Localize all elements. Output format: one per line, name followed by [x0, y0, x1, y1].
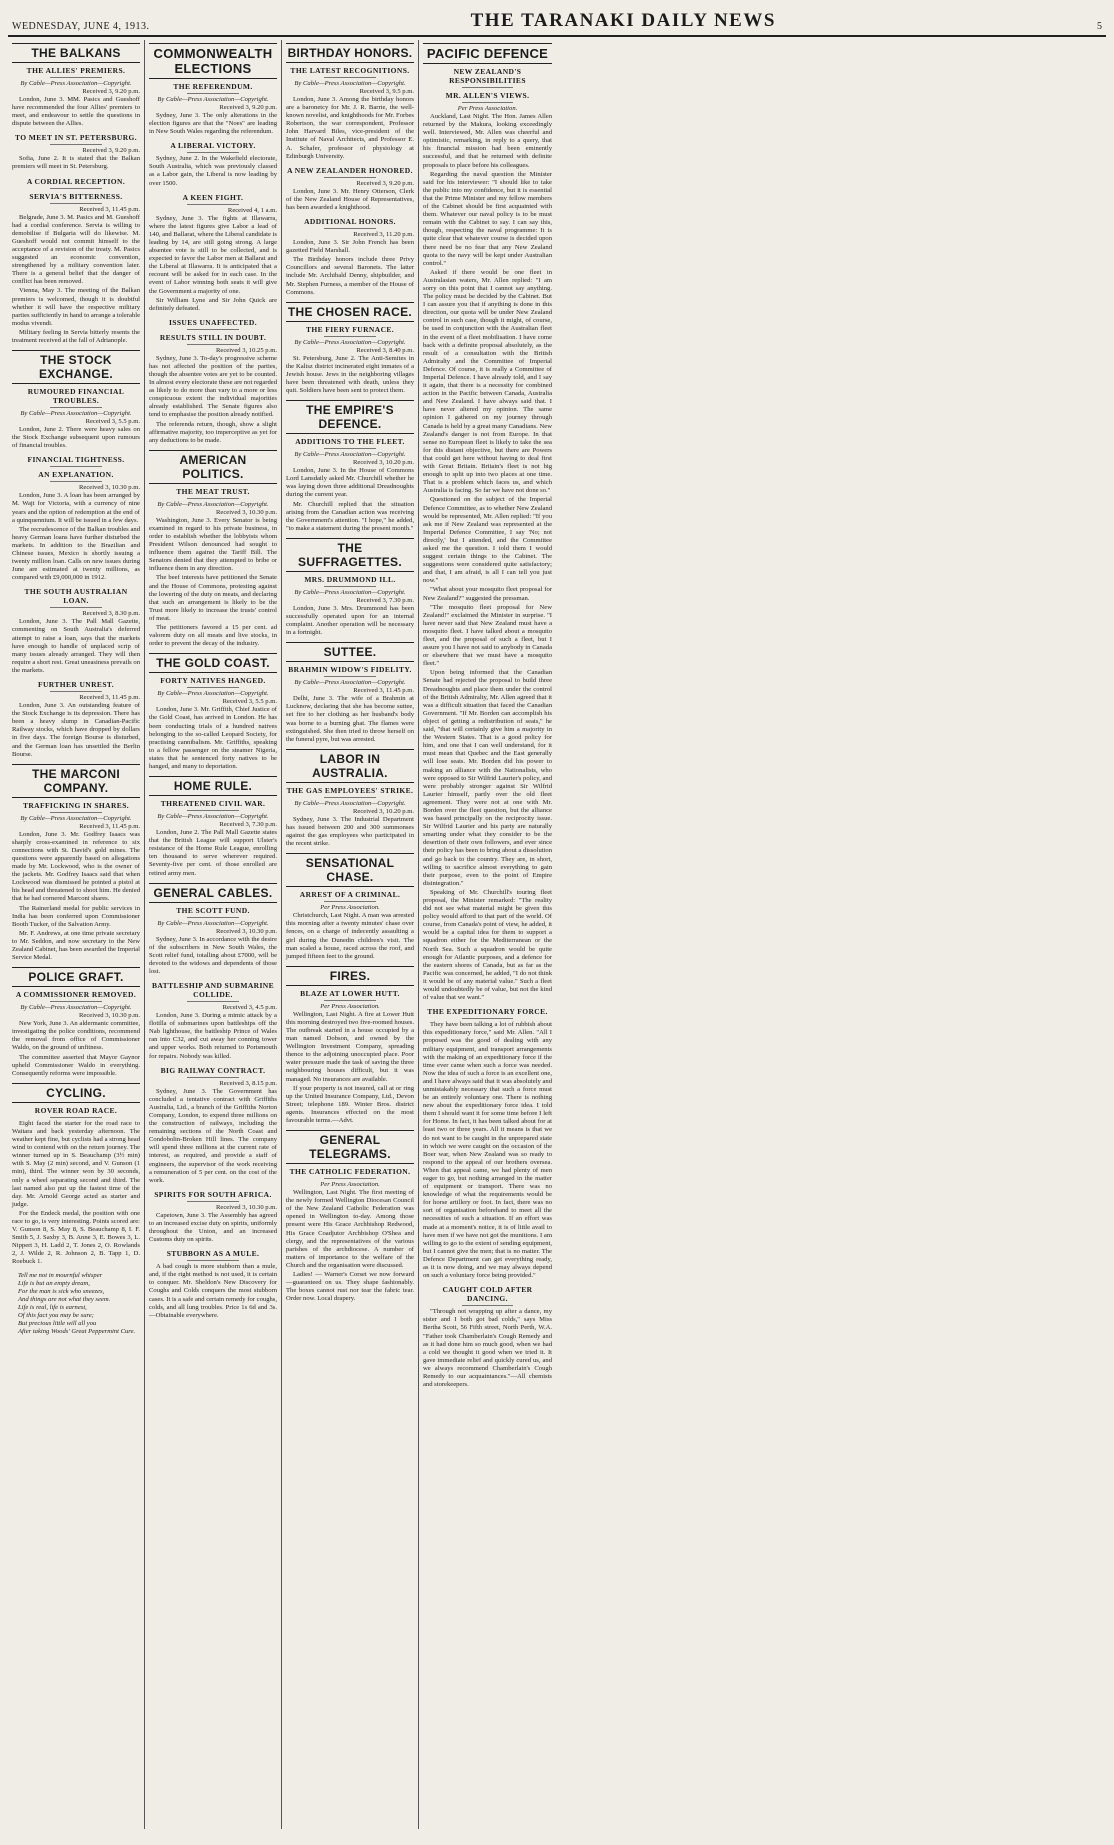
article	[286, 43, 414, 161]
headline-divider	[187, 917, 238, 918]
dateline: Received 3, 5.5 p.m.	[85, 418, 140, 426]
article	[286, 302, 414, 395]
section-heading: PACIFIC DEFENCE	[423, 43, 552, 64]
dateline: Received 3, 10.25 p.m.	[216, 346, 277, 354]
paragraph: London, June 3. Mrs. Drummond has been successfully operated upon for an internal complaint. Another operation will be necessary in a fortnight.	[286, 604, 414, 637]
byline: Per Press Association.	[320, 1002, 380, 1010]
section-heading: THE EMPIRE'S DEFENCE.	[286, 400, 414, 434]
paragraph: Delhi, June 3. The wife of a Brahmin at Lucknow, declaring that she has become suttee, set fire to her clothing as her husband's body was borne to a burning ghat. The flames were extinguished. She then tried to throw herself on the funeral pyre, but was arrested.	[286, 695, 414, 743]
article-headline: THE LATEST RECOGNITIONS.	[290, 66, 410, 75]
article-headline: CAUGHT COLD AFTER DANCING.	[442, 1285, 533, 1304]
article	[12, 133, 140, 171]
byline: By Cable—Press Association—Copyright.	[157, 919, 269, 927]
poem	[12, 1272, 140, 1337]
dateline: Received 3, 10.30 p.m.	[216, 508, 277, 516]
byline: By Cable—Press Association—Copyright.	[157, 500, 269, 508]
headline-divider	[324, 177, 375, 178]
poem-line: Life is but an empty dream,	[18, 1279, 90, 1287]
paragraph: They have been talking a lot of rubbish about this expeditionary force," said Mr. Allen. "All I proposed was the good of dealing with any military equipment, and transport arrangements with the making of an expeditionary force if the time ever came when such a force was needed. Now the idea of such a force is an excellent one, and I have always said that it was absolutely and unmistakably necessary that such a force must be an entirely voluntary one. There is nothing new about the expeditionary force idea. I told them I should want it for some time before I left for Home. In fact, it has been talked about for at least two or three years. All it means is that we do not want to be caught in the unprepared state in which we were caught on the occasion of the Boer war, when New Zealand was so ready to respond to the appeal of our brothers oversea. When that appeal came, we had plenty of men eager to go, but nothing arranged in the matter of equipment or transport. There was no knowledge of what the requirements would be for horse artillery or foot. In fact, there was no sort of organisation beforehand to meet all the necessities of such a situation. If an effort was made at a moment's notice, it is of little avail to have men if we have not got the munitions. I am willing to go to the extent of sending equipment, but I cannot give the men; that is no matter. The Defence Department can get everything ready, as it is now doing, and we may always depend on such a voluntary force being provided."	[423, 1021, 552, 1280]
byline: By Cable—Press Association—Copyright.	[20, 410, 132, 418]
poem-line: But precious little will all you	[18, 1320, 97, 1328]
dateline: Received 3, 10.20 p.m.	[353, 807, 414, 815]
dateline: Received 3, 8.15 p.m.	[219, 1079, 277, 1087]
article	[286, 642, 414, 744]
section-heading: LABOR IN AUSTRALIA.	[286, 749, 414, 783]
section-heading: THE BALKANS	[12, 43, 140, 63]
headline-divider	[50, 1001, 101, 1002]
columns-container	[8, 40, 1106, 1829]
article	[286, 538, 414, 637]
headline-divider	[324, 228, 375, 229]
section-heading: SUTTEE.	[286, 642, 414, 662]
byline: By Cable—Press Association—Copyright.	[20, 1004, 132, 1012]
article-headline: SPIRITS FOR SOUTH AFRICA.	[154, 1189, 272, 1199]
paragraph: A bad cough is more stubborn than a mule, and, if the right method is not used, it is certain to conquer. Mr. Sheldon's New Discovery for Coughs and Colds conquers the most stubborn cases. It is a safe and certain remedy for coughs, colds, and all lung troubles. Price 1s 6d and 3s.—Obtainable everywhere.	[149, 1263, 277, 1319]
column-1	[8, 40, 145, 1829]
newspaper-page	[8, 8, 1106, 1829]
dateline: Received 3, 11.45 p.m.	[79, 694, 140, 702]
byline: Per Press Association.	[457, 105, 518, 112]
paragraph: Sydney, June 3. In accordance with the desire of the subscribers in New South Wales, the Scott relief fund, totalling about £7000, will be devoted to the widows and dependents of those lost.	[149, 935, 277, 975]
article	[149, 776, 277, 878]
dateline: Received 3, 8.40 p.m.	[356, 346, 414, 354]
paragraph: The beef interests have petitioned the Senate and the House of Commons, protesting against the lowering of the duty on meats, and declaring that such an arrangement is likely to be the Trust more likely to increase the trusts' control of meat.	[149, 574, 277, 622]
dateline: Received 3, 11.45 p.m.	[79, 822, 140, 830]
byline: By Cable—Press Association—Copyright.	[294, 80, 406, 87]
article-headline: THE ALLIES' PREMIERS.	[26, 66, 126, 75]
masthead	[8, 8, 1106, 37]
dateline: Received 3, 9.5 p.m.	[359, 88, 414, 95]
article-headline: THE EXPEDITIONARY FORCE.	[427, 1007, 548, 1017]
dateline: Received 3, 11.45 p.m.	[353, 687, 414, 695]
byline: By Cable—Press Association—Copyright.	[294, 588, 406, 596]
article-headline: THREATENED CIVIL WAR.	[160, 799, 266, 809]
headline-divider	[187, 1077, 238, 1078]
headline-divider	[50, 203, 101, 204]
article-headline: FINANCIAL TIGHTNESS.	[27, 455, 125, 465]
dateline: Received 3, 5.5 p.m.	[222, 698, 277, 706]
article	[12, 350, 140, 450]
paragraph: London, June 3. An outstanding feature of the Stock Exchange is its depression. There has been a heavy slump in Canadian-Pacific Railway stocks, which have dropped by dollars in five days. The foreign Bourse is disturbed, and the German loan has unsettled the Berlin Bourse.	[12, 702, 140, 758]
paragraph: London, June 3. Sir John French has been gazetted Field Marshall.	[286, 239, 414, 255]
article-headline: THE SCOTT FUND.	[176, 905, 250, 915]
article	[12, 1083, 140, 1267]
dateline: Received 3, 9.20 p.m.	[82, 147, 140, 155]
paragraph: Sydney, June 3. To-day's progressive scheme has not affected the position of the parties, though the absentee votes are yet to be counted. In almost every electorate these are not regarded as likely to do more than vary to a more or less conspicuous extent the individual majorities already established. The Senate figures also tend to emphasise the position already notified.	[149, 354, 277, 419]
article-headline: ADDITIONS TO THE FLEET.	[295, 437, 405, 447]
headline-divider	[187, 344, 238, 345]
article	[286, 400, 414, 533]
article-headline: RUMOURED FINANCIAL TROUBLES.	[27, 387, 125, 406]
section-heading: GENERAL CABLES.	[149, 883, 277, 903]
article-headline: STUBBORN AS A MULE.	[166, 1249, 260, 1259]
paragraph: Vienna, May 3. The meeting of the Balkan premiers is welcomed, though it is doubtful whether it will have the respective military parties sufficiently in hand to arrange a tolerable modus vivendi.	[12, 287, 140, 327]
article-headline: TO MEET IN ST. PETERSBURG.	[14, 133, 138, 143]
article-subheadline: RESULTS STILL IN DOUBT.	[159, 332, 267, 342]
paragraph: Wellington, Last Night. The first meeting of the newly formed Wellington Diocesan Council of the New Zealand Catholic Federation was opened in Wellington to-day. Among those present were His Grace Archbishop Redwood, His Grace Coadjutor Archbishop O'Shea and clergy, and the representatives of the various parishes of the archdiocese. A number of matters of importance to the welfare of the Church and the organisation were discussed.	[286, 1189, 414, 1269]
byline: Per Press Association.	[320, 904, 380, 912]
paragraph: Sydney, June 3. The only alterations in the election figures are that the "Noes" are leading in New South Wales regarding the referendum.	[149, 112, 277, 136]
paragraph: Eight faced the starter for the road race to Waitara and back yesterday afternoon. The weather kept fine, but cyclists had a strong head wind to contend with on the return journey. The winner turned up in S. Beauchamp (3½ min) with S. May (2 min) second, and V. Gunson (1 min), third. The winner won by 30 seconds, only a wheel separating second and third. The last named also put up the fastest time of the day. Mr. Arnold George acted as starter and judge.	[12, 1119, 140, 1208]
byline: By Cable—Press Association—Copyright.	[294, 799, 406, 807]
article	[286, 966, 414, 1125]
paragraph: London, June 3. MM. Pasics and Gueshoff have recommended the four Allies' premiers to meet, and endeavour to settle the questions in dispute between the Allies.	[12, 96, 140, 128]
paragraph: Capetown, June 3. The Assembly has agreed to an increased excise duty on spirits, uniformly throughout the Union, and an increased Customs duty on spirits.	[149, 1211, 277, 1244]
article-headline: MRS. DRUMMOND ILL.	[304, 574, 396, 584]
paragraph: London, June 2. The Pall Mall Gazette states that the British League will support Ulster's resistance of the Home Rule League, enrolling ten thousand to serve wherever required. Seventy-five per cent. of those enrolled are retired army men.	[149, 829, 277, 877]
headline-divider	[187, 204, 238, 205]
article	[286, 166, 414, 212]
article-headline: A KEEN FIGHT.	[182, 192, 244, 202]
byline: By Cable—Press Association—Copyright.	[157, 96, 269, 103]
article-headline: NEW ZEALAND'S RESPONSIBILITIES	[449, 67, 526, 85]
article-headline: THE SOUTH AUSTRALIAN LOAN.	[24, 587, 128, 606]
article-headline: THE GAS EMPLOYEES' STRIKE.	[286, 785, 414, 795]
headline-divider	[187, 1201, 238, 1202]
paragraph: Speaking of Mr. Churchill's touring fleet proposal, the Minister remarked: "The reality did not see what material might be given this policy would afford to that part of the world. Of course, from Canada's point of view, he added, it would be a capital idea for them to support a squadron either for the Mediterranean or the North Sea. Such a squadron would be quite enough for Atlantic purposes, and a defence for the eastern shores of Canada, but as far as the Pacific was concerned, he added, "I do not think it would be of any material value." Such a fleet would undoubtedly be of value, but not the kind of value that we want."	[423, 888, 552, 1002]
article	[149, 450, 277, 649]
article	[149, 1190, 277, 1244]
article	[286, 217, 414, 297]
paragraph: "The mosquito fleet proposal for New Zealand!" exclaimed the Minister in surprise. "I have never said that New Zealand must have a mosquito fleet. I have talked about a mosquito fleet, and the proposal of such a fleet, but I assure you I have not said to anybody in Canada or elsewhere that we must have a mosquito fleet."	[423, 603, 552, 668]
byline: By Cable—Press Association—Copyright.	[157, 690, 269, 698]
dateline: Received 3, 7.30 p.m.	[356, 596, 414, 604]
paragraph: The committee asserted that Mayor Gaynor upheld Commissioner Waldo in everything. Consequently reforms were impossible.	[12, 1053, 140, 1077]
section-heading: AMERICAN POLITICS.	[149, 450, 277, 484]
headline-divider	[50, 607, 101, 608]
paragraph: Sydney, June 3. The fights at Illawarra, where the latest figures give Labor a lead of 140, and Ballarat, where the Liberal candidate is leading by 14, are still going strong. A large absentee vote is still to be collected, and is expected to favor the Labor men at Ballarat and the Liberal at Illawarra. It is anticipated that a recount will be asked for in each case. In the event of Labor winning both seats it will give the Government a majority of one.	[149, 214, 277, 295]
paragraph: London, June 3. In the House of Commons Lord Lansdaily asked Mr. Churchill whether he was laying down three additional Dreadnoughts during the current year.	[286, 467, 414, 499]
section-heading: GENERAL TELEGRAMS.	[286, 1130, 414, 1164]
paragraph: Belgrade, June 3. M. Pasics and M. Gueshoff had a cordial conference. Servia is willing to demobilise if Bulgaria will do likewise. M. Gueshoff would not commit himself to the acceptance of a revision of the treaty. M. Pasics suggested an economic convention, strengthened by a military convention later. There is a general belief that the danger of conflict has been removed.	[12, 213, 140, 286]
section-heading: CYCLING.	[12, 1083, 140, 1103]
section-heading: POLICE GRAFT.	[12, 967, 140, 987]
dateline: Received 3, 10.20 p.m.	[353, 459, 414, 467]
article	[149, 653, 277, 771]
paragraph: Sydney, June 3. The Government has concluded a tentative contract with Griffiths Australia, Ltd., a branch of the Griffiths Norton Company, London, to expend three millions on the construction of railways, including the remaining sections of the North Coast and Condobolin-Broken Hill lines. The company will spend three millions at the current rate of interest, as required, and provide a staff of engineers, the supervisor of the work receiving a remuneration of 5 per cent. on the cost of the work.	[149, 1087, 277, 1184]
poem-line: Life is real, life is earnest,	[18, 1303, 87, 1311]
section-heading: FIRES.	[286, 966, 414, 986]
headline-divider	[462, 1305, 514, 1306]
dateline: Received 3, 10.30 p.m.	[79, 1012, 140, 1020]
section-heading: THE SUFFRAGETTES.	[286, 538, 414, 572]
dateline: Received 3, 9.20 p.m.	[82, 88, 140, 95]
paragraph: London, June 3. Mr. Griffith, Chief Justice of the Gold Coast, has arrived in London. He has been conducting trials of a hundred natives belonging to the so-called Leopard Society, for practising cannibalism. Mr. Griffiths, speaking to a fellow passenger on the steamer Nigeria, states that he sentenced forty natives to be hanged, and many to deportation.	[149, 706, 277, 770]
article	[149, 43, 277, 136]
masthead-date: WEDNESDAY, JUNE 4, 1913.	[12, 21, 150, 32]
article-headline: BLAZE AT LOWER HUTT.	[300, 988, 400, 998]
article-headline: TRAFFICKING IN SHARES.	[22, 800, 130, 810]
byline: By Cable—Press Association—Copyright.	[294, 679, 406, 687]
headline-divider	[187, 93, 238, 94]
column-2	[145, 40, 282, 1829]
paragraph: Sydney, June 3. The Industrial Department has issued between 200 and 300 summonses against the gas employees who participated in the recent strike.	[286, 815, 414, 848]
headline-divider	[324, 448, 375, 449]
headline-divider	[324, 336, 375, 337]
article	[12, 455, 140, 582]
byline: By Cable—Press Association—Copyright.	[157, 813, 269, 821]
paragraph: New York, June 3. An aldermanic committee, investigating the police conditions, recommend the removal from office of Commissioner Waldo, on the ground of unfitness.	[12, 1020, 140, 1052]
article-headline: A COMMISSIONER REMOVED.	[15, 990, 137, 1000]
section-heading: THE STOCK EXCHANGE.	[12, 350, 140, 384]
article	[423, 43, 552, 1002]
article	[423, 1285, 552, 1389]
headline-divider	[187, 1260, 238, 1261]
headline-divider	[50, 77, 101, 78]
article	[12, 177, 140, 346]
paragraph: Wellington, Last Night. A fire at Lower Hutt this morning destroyed two five-roomed houses. The outbreak started in a house occupied by a man named Dobson, and owned by the Wellington Investment Company, spreading thence to the adjoining unoccupied place. Poor water pressure made the task of saving the three neighbouring houses difficult, but it was managed. No insurances are available.	[286, 1010, 414, 1083]
section-heading: COMMONWEALTH ELECTIONS	[149, 43, 277, 79]
paragraph: Mr. Churchill replied that the situation arising from the Canadian action was receiving the Government's attention. "I hope," he added, "to make a statement during the present month."	[286, 500, 414, 532]
article-subheadline: AN EXPLANATION.	[38, 470, 114, 480]
headline-divider	[462, 87, 514, 88]
article	[12, 43, 140, 128]
article-headline: THE CATHOLIC FEDERATION.	[289, 1167, 411, 1177]
poem-line: After taking Woods' Great Peppermint Cure.	[18, 1328, 136, 1336]
headline-divider	[50, 407, 101, 408]
article-headline: FORTY NATIVES HANGED.	[160, 676, 266, 686]
article-headline: BATTLESHIP AND SUBMARINE COLLIDE.	[152, 981, 274, 1000]
paragraph: "What about your mosquito fleet proposal for New Zealand?" suggested the pressman.	[423, 586, 552, 602]
dateline: Received 3, 7.30 p.m.	[219, 821, 277, 829]
article	[149, 1066, 277, 1185]
paragraph: Upon being informed that the Canadian Senate had rejected the proposal to build three Dreadnoughts and place them under the control of the British Admiralty, Mr. Allen agreed that it was a difficult situation that faced the Canadian Government. "If Mr. Borden can accomplish his object of getting a redistribution of seats," he said, "that will certainly give him a majority in the Western States. That is a good policy for him, and one that I can well understand, for it must mean that Quebec and the East generally will lose seats. Mr. Borden did his power to making an alliance with the Nationalists, who were opposed to Sir Wilfrid Laurier's policy, and were probably stronger against Sir Wilfrid Laurier himself, partly over the old fleet agreement. They were not at one with Mr. Borden over the fleet question, but the alliance was based principally on the reciprocity issue. Sir Wilfrid Laurier and his party are naturally smarting under what they consider to be the desertion of their own followers, and ever since their policy has been to bring about a dissolution and go back to the country. They are, in short, willing to sacrifice almost everything to gain their purpose, even to the point of Empire disintegration."	[423, 669, 552, 887]
article-headline: A CORDIAL RECEPTION.	[26, 176, 126, 186]
dateline: Received 3, 4.5 p.m.	[222, 1004, 277, 1012]
headline-divider	[187, 498, 238, 499]
article-headline: A NEW ZEALANDER HONORED.	[287, 165, 413, 175]
paragraph: The recrudescence of the Balkan troubles and heavy German loans have further disturbed the markets. In addition to the Brazilian and Chinese issues, Mexico is shortly issuing a twenty million loan. Calls on new issues during June are estimated at twenty millions, as compared with £9,000,000 in 1912.	[12, 525, 140, 582]
paragraph: Sir William Lyne and Sir John Quick are definitely defeated.	[149, 296, 277, 312]
article	[149, 193, 277, 313]
byline: By Cable—Press Association—Copyright.	[20, 80, 132, 87]
paragraph: London, June 3. Mr. Henry Otterson, Clerk of the New Zealand House of Representatives, has been awarded a knighthood.	[286, 187, 414, 211]
headline-divider	[50, 144, 101, 145]
byline: Per Press Association.	[320, 1181, 380, 1189]
poem-line: For the man is sick who sneezes,	[18, 1287, 105, 1295]
paragraph: London, June 3. Mr. Godfrey Isaacs was sharply cross-examined in reference to six connections with St. David's gold mines. The questions were apparently based on allegations made by Mr. Lockwood, who is the owner of the jackets. Mr. Godfrey Isaacs said that when Lockwood was dismissed he pointed a pistol at his head and threatened to shoot him. He denied that he had cornered Marconi shares.	[12, 830, 140, 903]
section-heading: THE GOLD COAST.	[149, 653, 277, 673]
headline-divider	[187, 687, 238, 688]
article-subheadline: MR. ALLEN'S VIEWS.	[445, 91, 530, 100]
article	[12, 967, 140, 1078]
article	[12, 587, 140, 675]
article	[149, 318, 277, 445]
poem-line: And things are not what they seem.	[18, 1295, 111, 1303]
article	[286, 853, 414, 961]
headline-divider	[462, 102, 514, 103]
paragraph: St. Petersburg, June 2. The Anti-Semites in the Kalisz district incinerated eight inmates of a Jewish house. Jews in the neighboring villages have been threatened with death, unless they quit. Soldiers have been sent to protect them.	[286, 354, 414, 395]
section-heading: SENSATIONAL CHASE.	[286, 853, 414, 887]
paragraph: The Birthday honors include three Privy Councillors and several Baronets. The latter include Mr. Archibald Denny, shipbuilder, and Mr. Stephen Furness, a member of the House of Commons.	[286, 256, 414, 296]
column-4	[419, 40, 556, 1829]
article	[149, 1249, 277, 1320]
section-heading: THE MARCONI COMPANY.	[12, 764, 140, 798]
dateline: Received 3, 9.20 p.m.	[356, 179, 414, 187]
article	[423, 1007, 552, 1280]
poem-line: Of this fact you may be sure;	[18, 1312, 94, 1319]
masthead-page-number: 5	[1096, 21, 1102, 32]
dateline: Received 4, 1 a.m.	[227, 206, 277, 214]
dateline: Received 3, 11.45 p.m.	[79, 205, 140, 213]
paragraph: Military feeling in Servia bitterly resents the treatment received at the fall of Adrianople.	[12, 328, 140, 344]
dateline: Received 3, 11.20 p.m.	[353, 231, 414, 239]
paragraph: London, June 2. There were heavy sales on the Stock Exchange subsequent upon rumours of financial troubles.	[12, 426, 140, 450]
article	[149, 981, 277, 1061]
section-heading: BIRTHDAY HONORS.	[286, 43, 414, 63]
headline-divider	[324, 1000, 375, 1001]
section-heading: THE CHOSEN RACE.	[286, 302, 414, 322]
byline: By Cable—Press Association—Copyright.	[294, 451, 406, 459]
paragraph: Sydney, June 2. In the Wakefield electorate, South Australia, which was previously classed as a Labor gain, the Liberal is now leading by over 1500.	[149, 155, 277, 187]
masthead-title: THE TARANAKI DAILY NEWS	[470, 10, 776, 31]
article-headline: ROVER ROAD RACE.	[34, 1105, 118, 1115]
headline-divider	[50, 188, 101, 189]
article-headline: ARREST OF A CRIMINAL.	[299, 890, 401, 900]
paragraph: For the Endeck medal, the position with one race to go, is very interesting. Points scored are: V. Gunson 8, S. May 8, S. Beauchamp 8, I. F. Smith 5, J. Saxby 3, B. Anne 3, E. Bowes 3, L. Nippert 3, H. Ladd 2, T. Jones 2, O. Rowlands 2, J. Wilde 2, R. Johnson 2, B. Tapp 1, D. Roebuck 1.	[12, 1209, 140, 1266]
headline-divider	[50, 466, 101, 467]
headline-divider	[324, 797, 375, 798]
dateline: Received 3, 10.30 p.m.	[216, 927, 277, 935]
paragraph: Regarding the naval question the Minister said for his interviewer: "I should like to take the public into my confidence, but it is essential that the Prime Minister and my fellow members of the Cabinet should be first acquainted with them. Whatever our naval policy is to be must remain with the Cabinet to say. I can say this, though, respecting the naval programme: It is quite clear that whatever course is decided upon there need be no fear that any New Zealand quota to the navy will be kept under Australian control."	[423, 170, 552, 267]
headline-divider	[50, 691, 101, 692]
headline-divider	[324, 586, 375, 587]
paragraph: "Through not wrapping up after a dance, my sister and I both got bad colds," says Miss Bertha Scott, 56 Fifth street, North Perth, W.A. "Father took Chamberlain's Cough Remedy and as it had done him so much good, when we had a cold we thought it good when we tried it. It gave immediate relief and quickly cured us, and we always recommend Chamberlain's Cough Remedy to our acquaintances."—All chemists and storekeepers.	[423, 1308, 552, 1389]
headline-divider	[187, 329, 238, 330]
paragraph: Washington, June 3. Every Senator is being examined in regard to his private business, in order to establish whether the lobbyists whom President Wilson denounced had sought to influence them against the Tariff Bill. The Senators denied that they attempted to bribe or influence them in any direction.	[149, 516, 277, 573]
article	[286, 1130, 414, 1303]
paragraph: Mr. F. Andrews, at one time private secretary to Mr. Seddon, and now secretary to the New Zealand Cabinet, has been awarded the Imperial Service Medal.	[12, 929, 140, 962]
article-headline: BIG RAILWAY CONTRACT.	[160, 1065, 266, 1075]
paragraph: Sofia, June 2. It is stated that the Balkan premiers will meet in St. Petersburg.	[12, 155, 140, 171]
paragraph: The referenda return, though, show a slight affirmative majority, too imperceptive as yet for any deductions to be made.	[149, 420, 277, 444]
paragraph: London, June 3. During a mimic attack by a flotilla of submarines upon battleships off the Nab lighthouse, the battleship Prince of Wales ran into C32, and cut away her conning tower and upper works. Both returned to Portsmouth for repairs. Nobody was killed.	[149, 1012, 277, 1060]
paragraph: Christchurch, Last Night. A man was arrested this morning after a twenty minutes' chase over fences, on a charge of indecently assaulting a girl during the Dunedin children's visit. The man scaled a house, raced across the roof, and jumped fifteen feet to the ground.	[286, 912, 414, 960]
paragraph: London, June 3. A loan has been arranged by M. Wajt for Victoria, with a currency of nine years and the option of redemption at the end of a quinquennium. It will be issued in a few days.	[12, 492, 140, 524]
headline-divider	[187, 810, 238, 811]
article-headline: ADDITIONAL HONORS.	[304, 217, 396, 227]
headline-divider	[50, 481, 101, 482]
headline-divider	[50, 812, 101, 813]
headline-divider	[324, 901, 375, 902]
section-heading: HOME RULE.	[149, 776, 277, 796]
headline-divider	[187, 1001, 238, 1002]
article-headline: BRAHMIN WIDOW'S FIDELITY.	[288, 665, 412, 675]
paragraph: The petitioners favored a 15 per cent. ad valorem duty on all meats and live stocks, in order to prevent the decay of the industry.	[149, 624, 277, 648]
article	[12, 680, 140, 759]
headline-divider	[324, 676, 375, 677]
headline-divider	[324, 77, 375, 78]
article	[12, 764, 140, 963]
article	[12, 1272, 140, 1337]
article	[149, 883, 277, 976]
article	[286, 749, 414, 848]
paragraph: London, June 3. The Pall Mall Gazette, commenting on South Australia's deferred attempt to raise a loan, says that the markets have enough to handle of unplaced scrip of many issues already arranged. They will then require a short rest. Great uneasiness prevails on the markets.	[12, 618, 140, 674]
poem-line: Tell me not in mournful whisper	[18, 1271, 103, 1279]
byline: By Cable—Press Association—Copyright.	[20, 814, 132, 822]
byline: By Cable—Press Association—Copyright.	[294, 338, 406, 346]
article-subheadline: SERVIA'S BITTERNESS.	[29, 191, 123, 201]
paragraph: Asked if there would be one fleet in Australasian waters, Mr. Allen replied: "I am sorry on this point that I cannot say anything. The policy must be decided by the Cabinet. But I can assure you that if anything is done in this direction, our quota will be under New Zealand control in such case, though it might, of course, be used in conjunction with the Australian fleet in the event of a fleet mobilisation. I have come back with a definite proposal absolutely, as the result of a consultation with the British Admiralty and the Committee of Imperial Defence. Of course, it is really a Committee of Imperial Defence. I have already told, and I say it again, that there is a necessity for combined action in the Pacific between Canada, Australia and New Zealand. I have always said that. I have never altered my opinion. The same opinion I gathered on my journey through Canada is held by a great many Canadians. New Zealand's danger is not from Europe. In that sense no European fleet is likely to take the sea for this distant objective, but there are Powers that could get here without having to deal first with Great Britain. Britain's fleet is not big enough to split up into two places at one time. That is a problem which faces us, and which Australia is facing. So far we have not done so."	[423, 268, 552, 495]
article-headline: A LIBERAL VICTORY.	[170, 141, 256, 151]
headline-divider	[50, 1117, 101, 1118]
column-3	[282, 40, 419, 1829]
paragraph: If your property is not insured, call at or ring up the United Insurance Company, Ltd., Devon Street; telephone 189. Winter Bros. district agents. Insurances effected on the most favourable terms.—Advt.	[286, 1084, 414, 1124]
dateline: Received 3, 8.30 p.m.	[82, 610, 140, 618]
article-headline: ISSUES UNAFFECTED.	[168, 317, 258, 327]
headline-divider	[187, 152, 238, 153]
article-headline: THE FIERY FURNACE.	[305, 324, 395, 334]
article	[149, 141, 277, 187]
dateline: Received 3, 9.20 p.m.	[219, 104, 277, 111]
paragraph: The Rainerland medal for public services in India has been conferred upon Commissioner Booth Tucker, of the Salvation Army.	[12, 904, 140, 928]
headline-divider	[462, 1018, 514, 1019]
article-headline: FURTHER UNREST.	[37, 680, 115, 690]
paragraph: Ladies! — Warner's Corset we now forward—guaranteed on us. They shape fashionably. The boxes cannot rust nor tear the fabric tear. Order now. Local drapery.	[286, 1271, 414, 1303]
paragraph: Auckland, Last Night. The Hon. James Allen returned by the Makura, looking exceedingly well. Interviewed, Mr. Allen was cheerful and optimistic, remarking, in reply to a query, that his financial mission had been eminently successful, and that he returned with definite proposals to place before his colleagues.	[423, 113, 552, 169]
article-headline: THE REFERENDUM.	[173, 82, 253, 91]
headline-divider	[324, 1178, 375, 1179]
paragraph: Questioned on the subject of the Imperial Defence Committee, as to whether New Zealand would be represented, Mr. Allen replied: "If you ask me if New Zealand was represented at the Imperial Defence Committee, I say 'No; not directly,' but I attended, and the Committee asked me the question. I told them I would suggest certain things to the Cabinet. The suggestions were considered quite satisfactory; and that, I am afraid, is all I can tell you just now."	[423, 496, 552, 585]
paragraph: London, June 3. Among the birthday honors are a baronetcy for Mr. J. R. Barrie, the well-known novelist, and knighthoods for Mr. Forbes Robertson, the war correspondent, Professor John Harvard Biles, vice-president of the Institute of Naval Architects, and Professor E. A. Schafer, professor of physiology at Edinburgh University.	[286, 96, 414, 160]
dateline: Received 3, 10.30 p.m.	[79, 484, 140, 492]
article-headline: THE MEAT TRUST.	[176, 486, 250, 496]
dateline: Received 3, 10.30 p.m.	[216, 1203, 277, 1211]
